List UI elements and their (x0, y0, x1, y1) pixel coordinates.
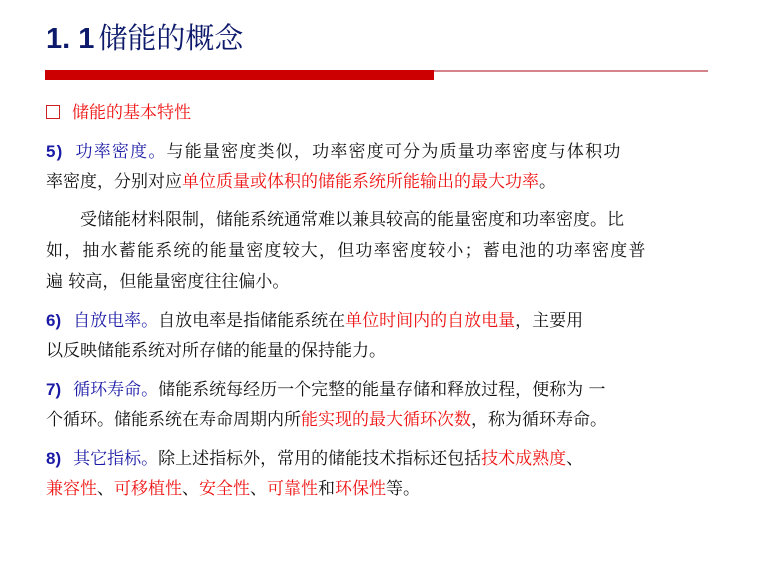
item-number: 5) (46, 142, 64, 161)
separator: 、 (182, 479, 199, 499)
slide-body (46, 98, 714, 505)
item-text: 储能系统每经历一个完整的能量存储和释放过程，便称为 一 (158, 380, 606, 400)
item-5-para2-line-3: 遍 较高，但能量密度往往偏小。 (46, 272, 290, 292)
item-text: 与能量密度类似，功率密度可分为质量功率密度与体积功 (166, 142, 622, 162)
title-underline-thick (45, 70, 434, 80)
item-5-line-2 (46, 167, 714, 198)
item-highlight: 可靠性 (267, 479, 318, 499)
item-highlight: 技术成熟度 (481, 449, 567, 469)
item-highlight: 可移植性 (114, 479, 182, 499)
item-text: 除上述指标外，常用的储能技术指标还包括 (158, 449, 482, 469)
separator: 、 (250, 479, 267, 499)
item-highlight: 安全性 (199, 479, 250, 499)
item-number: 7) (46, 380, 62, 399)
item-8-line-2 (46, 474, 714, 505)
conjunction: 和 (318, 479, 335, 499)
hollow-square-bullet-icon (46, 105, 60, 119)
item-highlight: 单位质量或体积的储能系统所能输出的最大功率 (182, 172, 539, 192)
item-7-line-2 (46, 405, 714, 436)
item-text: 等。 (386, 479, 420, 499)
section-heading-text: 储能的基本特性 (72, 103, 191, 123)
item-number: 8) (46, 449, 62, 468)
separator: 、 (97, 479, 114, 499)
item-highlight: 能实现的最大循环次数 (301, 410, 471, 430)
title-text: 储能的概念 (98, 21, 244, 55)
section-heading (46, 98, 714, 129)
item-text: ，称为循环寿命。 (471, 410, 607, 430)
item-text: 、 (566, 449, 584, 469)
item-highlight: 单位时间内的自放电量 (345, 311, 516, 331)
page-title (46, 16, 243, 57)
item-5-para2-line-2: 如，抽水蓄能系统的能量密度较大，但功率密度较小；蓄电池的功率密度普 (46, 241, 647, 261)
item-5-para2-line-1: 受储能材料限制，储能系统通常难以兼具较高的能量密度和功率密度。比 (80, 210, 624, 230)
title-underline-thin (434, 70, 708, 72)
item-term: 自放电率。 (73, 311, 159, 331)
item-highlight: 兼容性 (46, 479, 97, 499)
section-number: 1. 1 (46, 23, 95, 55)
item-6-line-2: 以反映储能系统对所存储的能量的保持能力。 (46, 341, 386, 361)
item-6-line-1 (46, 305, 714, 336)
item-highlight: 环保性 (335, 479, 386, 499)
item-text: 率密度，分别对应 (46, 172, 182, 192)
item-8-line-1 (46, 443, 714, 474)
item-term: 其它指标。 (73, 449, 159, 469)
item-term: 功率密度。 (75, 142, 167, 162)
item-text: 个循环。储能系统在寿命周期内所 (46, 410, 301, 430)
item-text: ，主要用 (515, 311, 584, 331)
item-text: 。 (539, 172, 556, 192)
item-term: 循环寿命。 (73, 380, 159, 400)
item-7-line-1 (46, 374, 714, 405)
item-number: 6) (46, 311, 62, 330)
item-5-line-1 (46, 136, 714, 167)
item-text: 自放电率是指储能系统在 (158, 311, 346, 331)
